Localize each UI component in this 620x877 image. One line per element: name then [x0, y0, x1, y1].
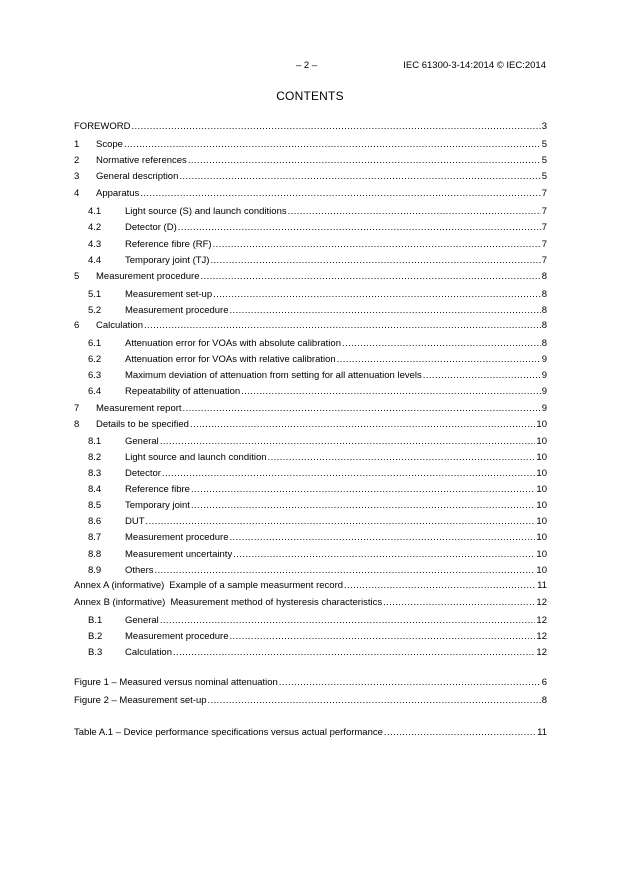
dot-leader — [146, 516, 536, 527]
toc-entry-page: 11 — [537, 580, 547, 591]
toc-entry-number: 6.3 — [88, 370, 102, 381]
toc-entry[interactable] — [74, 253, 547, 266]
toc-entry[interactable] — [74, 237, 547, 250]
toc-entry-number: 3 — [74, 171, 80, 182]
toc-entry-title: Attenuation error for VOAs with relative calibration — [125, 354, 336, 365]
toc-entry-page: 10 — [536, 484, 547, 495]
toc-entry-number: 2 — [74, 155, 80, 166]
toc-entry-page: 12 — [536, 647, 547, 658]
toc-entry[interactable] — [74, 401, 547, 414]
toc-entry-number: 4.1 — [88, 206, 102, 217]
dot-leader — [383, 597, 535, 608]
toc-entry[interactable] — [74, 498, 547, 511]
dot-leader — [384, 727, 536, 738]
dot-leader — [131, 121, 540, 132]
toc-entry[interactable] — [74, 629, 547, 642]
toc-entry[interactable] — [74, 645, 547, 658]
toc-entry-page: 10 — [536, 565, 547, 576]
dot-leader — [160, 615, 536, 626]
dot-leader — [288, 206, 541, 217]
toc-entry-number: 8.2 — [88, 452, 102, 463]
toc-entry-number: 6 — [74, 320, 80, 331]
dot-leader — [144, 320, 541, 331]
toc-entry[interactable] — [74, 613, 547, 626]
toc-entry-page: 10 — [536, 419, 547, 430]
toc-entry-number: 5.1 — [88, 289, 102, 300]
toc-entry-title: Calculation — [96, 320, 143, 331]
dot-leader — [140, 188, 540, 199]
toc-entry-number: Annex A (informative) — [74, 580, 165, 591]
toc-entry-page: 9 — [541, 386, 547, 397]
dot-leader — [337, 354, 541, 365]
toc-entry[interactable] — [74, 434, 547, 447]
dot-leader — [190, 419, 535, 430]
toc-entry[interactable] — [74, 186, 547, 199]
toc-entry-title: Reference fibre — [125, 484, 190, 495]
toc-entry-page: 10 — [536, 532, 547, 543]
toc-entry-page: 7 — [541, 188, 547, 199]
toc-entry-title: Measurement report — [96, 403, 182, 414]
dot-leader — [179, 171, 540, 182]
dot-leader — [160, 436, 536, 447]
toc-entry-number: 8.8 — [88, 549, 102, 560]
toc-entry-number: 5.2 — [88, 305, 102, 316]
toc-entry[interactable] — [74, 220, 547, 233]
toc-entry-title: Attenuation error for VOAs with absolute calibration — [125, 338, 341, 349]
toc-entry-page: 7 — [541, 222, 547, 233]
toc-entry-page: 10 — [536, 468, 547, 479]
toc-entry-title: Figure 1 – Measured versus nominal attenuation — [74, 677, 278, 688]
toc-entry-page: 8 — [541, 271, 547, 282]
toc-entry[interactable] — [74, 384, 547, 397]
toc-entry-page: 6 — [541, 677, 547, 688]
toc-entry[interactable] — [74, 303, 547, 316]
toc-entry-page: 8 — [541, 305, 547, 316]
toc-entry-title: Light source and launch condition — [125, 452, 267, 463]
toc-entry-number: 4.4 — [88, 255, 102, 266]
toc-entry-number: Annex B (informative) — [74, 597, 166, 608]
dot-leader — [162, 468, 536, 479]
toc-entry-number: 8.3 — [88, 468, 102, 479]
toc-entry-page: 10 — [536, 436, 547, 447]
toc-entry-number: 6.4 — [88, 386, 102, 397]
toc-entry-page: 9 — [541, 354, 547, 365]
dot-leader — [155, 565, 536, 576]
toc-entry-number: 8.9 — [88, 565, 102, 576]
dot-leader — [342, 338, 541, 349]
toc-entry-title: Maximum deviation of attenuation from setting for all attenuation levels — [125, 370, 422, 381]
toc-entry-title: DUT — [125, 516, 145, 527]
toc-entry-title: Measurement method of hysteresis characteristics — [170, 597, 383, 608]
toc-entry-number: 6.2 — [88, 354, 102, 365]
toc-entry-page: 12 — [536, 615, 547, 626]
toc-entry-page: 10 — [536, 516, 547, 527]
dot-leader — [213, 239, 541, 250]
toc-entry[interactable] — [74, 450, 547, 463]
toc-entry-title: Measurement uncertainty — [125, 549, 233, 560]
toc-entry[interactable] — [74, 269, 547, 282]
toc-entry-title: Example of a sample measurment record — [169, 580, 344, 591]
standard-reference: IEC 61300-3-14:2014 © IEC:2014 — [403, 60, 546, 71]
toc-entry-page: 8 — [541, 695, 547, 706]
toc-entry-page: 7 — [541, 255, 547, 266]
toc-entry[interactable] — [74, 530, 547, 543]
toc-entry-title: Details to be specified — [96, 419, 189, 430]
toc-entry-title: Measurement procedure — [125, 532, 229, 543]
toc-entry[interactable] — [74, 336, 547, 349]
dot-leader — [423, 370, 541, 381]
toc-entry[interactable] — [74, 482, 547, 495]
toc-entry-number: 8 — [74, 419, 80, 430]
toc-entry-number: 5 — [74, 271, 80, 282]
dot-leader — [191, 500, 535, 511]
contents-title: CONTENTS — [276, 89, 344, 103]
toc-entry[interactable] — [74, 725, 547, 738]
toc-entry-number: B.1 — [88, 615, 103, 626]
toc-entry-page: 3 — [541, 121, 547, 132]
toc-entry-title: Detector — [125, 468, 161, 479]
dot-leader — [241, 386, 541, 397]
toc-entry[interactable] — [74, 318, 547, 331]
dot-leader — [268, 452, 536, 463]
toc-entry-title: Temporary joint — [125, 500, 190, 511]
toc-entry-title: General — [125, 436, 159, 447]
dot-leader — [124, 139, 541, 150]
toc-entry-number: 8.1 — [88, 436, 102, 447]
toc-entry-page: 5 — [541, 171, 547, 182]
toc-entry-title: Calculation — [125, 647, 172, 658]
toc-entry-page: 8 — [541, 289, 547, 300]
page-header — [0, 60, 620, 74]
toc-entry[interactable] — [74, 119, 547, 132]
toc-entry[interactable] — [74, 287, 547, 300]
toc-entry-number: 1 — [74, 139, 80, 150]
toc-entry[interactable] — [74, 693, 547, 706]
dot-leader — [188, 155, 541, 166]
dot-leader — [213, 289, 541, 300]
toc-entry-number: 4.2 — [88, 222, 102, 233]
dot-leader — [230, 532, 536, 543]
toc-entry-page: 12 — [536, 597, 547, 608]
toc-entry-page: 7 — [541, 239, 547, 250]
toc-entry-number: B.2 — [88, 631, 103, 642]
toc-entry[interactable] — [74, 417, 547, 430]
toc-entry-page: 10 — [536, 549, 547, 560]
toc-entry[interactable] — [74, 368, 547, 381]
toc-entry-number: 8.6 — [88, 516, 102, 527]
toc-entry-title: Reference fibre (RF) — [125, 239, 212, 250]
toc-entry-number: 8.4 — [88, 484, 102, 495]
toc-entry-title: Temporary joint (TJ) — [125, 255, 210, 266]
toc-entry[interactable] — [74, 547, 547, 560]
toc-entry-page: 7 — [541, 206, 547, 217]
dot-leader — [279, 677, 541, 688]
toc-entry-page: 12 — [536, 631, 547, 642]
dot-leader — [208, 695, 541, 706]
toc-entry[interactable] — [74, 675, 547, 688]
toc-entry-title: General — [125, 615, 159, 626]
toc-entry-title: Apparatus — [96, 188, 140, 199]
toc-entry-page: 8 — [541, 338, 547, 349]
toc-entry-number: 8.5 — [88, 500, 102, 511]
toc-entry-title: Scope — [96, 139, 123, 150]
dot-leader — [344, 580, 536, 591]
toc-entry-page: 11 — [537, 727, 547, 738]
toc-entry-title: Figure 2 – Measurement set-up — [74, 695, 207, 706]
toc-entry-number: B.3 — [88, 647, 103, 658]
toc-entry[interactable] — [74, 169, 547, 182]
dot-leader — [173, 647, 535, 658]
toc-entry-page: 10 — [536, 452, 547, 463]
toc-entry-page: 5 — [541, 155, 547, 166]
dot-leader — [233, 549, 535, 560]
dot-leader — [210, 255, 540, 266]
toc-entry-title: Detector (D) — [125, 222, 177, 233]
toc-entry[interactable] — [74, 595, 547, 608]
toc-entry-title: Normative references — [96, 155, 187, 166]
toc-entry-number: 4.3 — [88, 239, 102, 250]
dot-leader — [230, 631, 536, 642]
dot-leader — [191, 484, 535, 495]
toc-entry-page: 5 — [541, 139, 547, 150]
toc-entry[interactable] — [74, 153, 547, 166]
dot-leader — [230, 305, 541, 316]
dot-leader — [201, 271, 541, 282]
toc-entry[interactable] — [74, 578, 547, 591]
toc-entry-page: 9 — [541, 370, 547, 381]
page-number: – 2 – — [296, 60, 318, 71]
toc-entry-number: 6.1 — [88, 338, 102, 349]
toc-entry-page: 10 — [536, 500, 547, 511]
toc-entry-page: 9 — [541, 403, 547, 414]
toc-entry-title: Others — [125, 565, 154, 576]
toc-entry-number: 4 — [74, 188, 80, 199]
toc-entry[interactable] — [74, 514, 547, 527]
toc-entry[interactable] — [74, 352, 547, 365]
toc-entry-title: Measurement procedure — [96, 271, 200, 282]
toc-entry-title: Measurement procedure — [125, 305, 229, 316]
toc-entry-number: 7 — [74, 403, 80, 414]
toc-entry[interactable] — [74, 563, 547, 576]
toc-entry-title: General description — [96, 171, 179, 182]
toc-entry-title: Table A.1 – Device performance specifications versus actual performance — [74, 727, 383, 738]
dot-leader — [178, 222, 541, 233]
toc-entry-title: Light source (S) and launch conditions — [125, 206, 287, 217]
dot-leader — [183, 403, 541, 414]
toc-entry-title: Measurement procedure — [125, 631, 229, 642]
toc-entry-title: Measurement set-up — [125, 289, 213, 300]
toc-entry[interactable] — [74, 466, 547, 479]
toc-entry-number: 8.7 — [88, 532, 102, 543]
toc-entry[interactable] — [74, 204, 547, 217]
toc-entry[interactable] — [74, 137, 547, 150]
toc-entry-page: 8 — [541, 320, 547, 331]
toc-entry-title: FOREWORD — [74, 121, 131, 132]
toc-entry-title: Repeatability of attenuation — [125, 386, 241, 397]
